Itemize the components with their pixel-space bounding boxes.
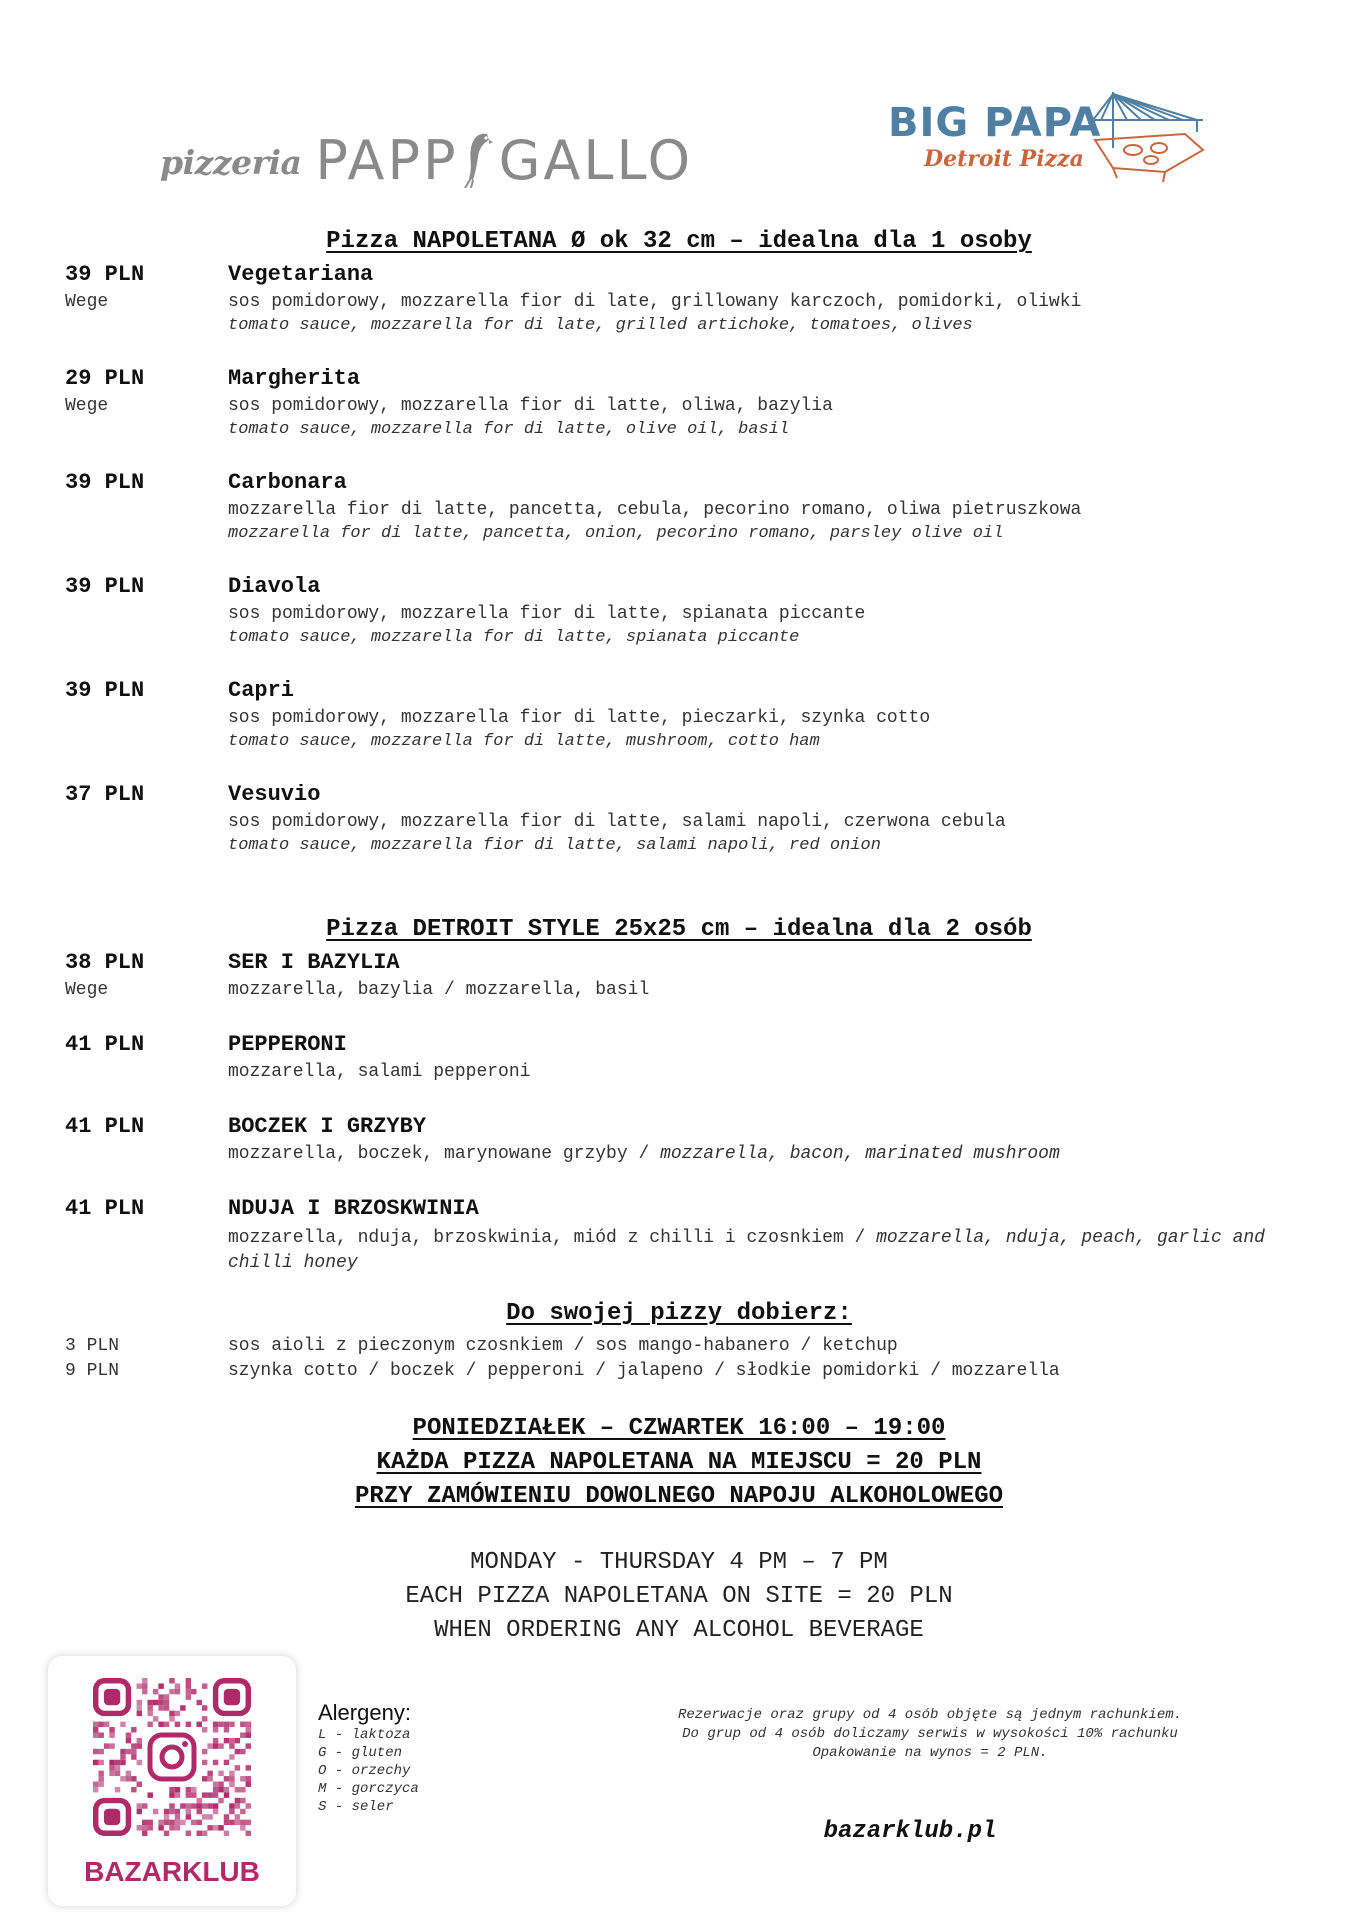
item-name: Diavola [228, 574, 321, 599]
item-description-en: tomato sauce, mozzarella for di late, grilled artichoke, tomatoes, olives [228, 316, 973, 335]
qr-code-icon [93, 1678, 251, 1836]
item-description-pl: mozzarella, boczek, marynowane grzyby / [228, 1144, 661, 1164]
item-name: Vesuvio [228, 782, 321, 807]
item-description-pl: sos pomidorowy, mozzarella fior di latte, salami napoli, czerwona cebula [228, 812, 1006, 832]
item-name: PEPPERONI [228, 1032, 347, 1057]
item-description-en: tomato sauce, mozzarella fior di latte, salami napoli, red onion [228, 836, 881, 855]
pappagallo-logo [160, 118, 694, 192]
website-link[interactable]: bazarklub.pl [823, 1818, 997, 1845]
allergen-item: G - gluten [318, 1745, 403, 1761]
napoletana-heading: Pizza NAPOLETANA Ø ok 32 cm – idealna dla 1 osoby [326, 228, 1032, 255]
instagram-qr-card[interactable] [48, 1656, 296, 1906]
bigpapa-title: BIG PAPA [888, 100, 1102, 146]
promo-english [0, 1546, 1358, 1648]
item-description-en: tomato sauce, mozzarella for di latte, spianata piccante [228, 628, 800, 647]
reservation-notes [650, 1706, 1210, 1763]
item-price: 39 PLN [65, 678, 145, 703]
note-line: Do grup od 4 osób doliczamy serwis w wysokości 10% rachunku [682, 1726, 1178, 1742]
item-tag: Wege [65, 292, 109, 312]
promo-line: PONIEDZIAŁEK – CZWARTEK 16:00 – 19:00 [412, 1415, 946, 1442]
allergen-item: S - seler [318, 1799, 394, 1815]
item-name: Carbonara [228, 470, 347, 495]
item-description-en: mozzarella, nduja, peach, garlic and chilli honey [228, 1228, 1265, 1273]
promo-line: KAŻDA PIZZA NAPOLETANA NA MIEJSCU = 20 PLN [376, 1449, 982, 1476]
item-description-pl: sos pomidorowy, mozzarella fior di latte, pieczarki, szynka cotto [228, 708, 931, 728]
note-line: Opakowanie na wynos = 2 PLN. [812, 1745, 1048, 1761]
extra-price: 3 PLN [65, 1336, 120, 1356]
item-name: BOCZEK I GRZYBY [228, 1114, 427, 1139]
extras-heading: Do swojej pizzy dobierz: [506, 1300, 852, 1327]
item-description-en: mozzarella, bacon, marinated mushroom [660, 1144, 1060, 1164]
qr-label: BAZARKLUB [84, 1856, 260, 1887]
bigpapa-logo [888, 88, 1228, 198]
item-name: Margherita [228, 366, 361, 391]
bridge-pizza-icon [1093, 88, 1228, 193]
item-description [228, 1144, 1060, 1164]
item-price: 41 PLN [65, 1196, 145, 1221]
detroit-heading: Pizza DETROIT STYLE 25x25 cm – idealna dla 2 osób [326, 916, 1032, 943]
allergen-item: L - laktoza [318, 1727, 411, 1743]
pappagallo-name-a: PAPP [315, 129, 459, 192]
promo-line: WHEN ORDERING ANY ALCOHOL BEVERAGE [434, 1617, 924, 1644]
item-name: SER I BAZYLIA [228, 950, 400, 975]
item-description-en: mozzarella for di latte, pancetta, onion, pecorino romano, parsley olive oil [228, 524, 1004, 543]
item-description: mozzarella, salami pepperoni [228, 1062, 531, 1082]
item-description [228, 1226, 1308, 1276]
bigpapa-subtitle: Detroit Pizza [924, 146, 1084, 172]
item-description-pl: sos pomidorowy, mozzarella fior di latte, spianata piccante [228, 604, 866, 624]
item-description-en: tomato sauce, mozzarella for di latte, mushroom, cotto ham [228, 732, 820, 751]
item-description: mozzarella, bazylia / mozzarella, basil [228, 980, 650, 1000]
extra-options: szynka cotto / boczek / pepperoni / jalapeno / słodkie pomidorki / mozzarella [228, 1361, 1060, 1381]
promo-line: PRZY ZAMÓWIENIU DOWOLNEGO NAPOJU ALKOHOLOWEGO [354, 1483, 1004, 1510]
parrot-icon [459, 128, 499, 188]
item-price: 41 PLN [65, 1032, 145, 1057]
item-price: 39 PLN [65, 262, 145, 287]
item-name: NDUJA I BRZOSKWINIA [228, 1196, 479, 1221]
item-price: 41 PLN [65, 1114, 145, 1139]
allergens-list [318, 1726, 419, 1816]
item-name: Capri [228, 678, 295, 703]
item-description-en: tomato sauce, mozzarella for di latte, olive oil, basil [228, 420, 790, 439]
item-description-pl: mozzarella fior di latte, pancetta, cebula, pecorino romano, oliwa pietruszkowa [228, 500, 1082, 520]
extra-options: sos aioli z pieczonym czosnkiem / sos mango-habanero / ketchup [228, 1336, 898, 1356]
allergen-item: M - gorczyca [318, 1781, 419, 1797]
item-tag: Wege [65, 980, 109, 1000]
item-price: 39 PLN [65, 470, 145, 495]
promo-line: MONDAY - THURSDAY 4 PM – 7 PM [470, 1549, 888, 1576]
item-price: 37 PLN [65, 782, 145, 807]
item-price: 39 PLN [65, 574, 145, 599]
allergens-title: Alergeny: [318, 1700, 411, 1725]
promo-polish [0, 1412, 1358, 1514]
item-description-pl: mozzarella, nduja, brzoskwinia, miód z chilli i czosnkiem / [228, 1228, 877, 1248]
pappagallo-name-b: GALLO [498, 129, 694, 192]
item-price: 38 PLN [65, 950, 145, 975]
item-price: 29 PLN [65, 366, 145, 391]
note-line: Rezerwacje oraz grupy od 4 osób objęte są jednym rachunkiem. [677, 1707, 1183, 1723]
item-name: Vegetariana [228, 262, 374, 287]
pappagallo-prefix: pizzeria [160, 143, 302, 182]
allergen-item: O - orzechy [318, 1763, 411, 1779]
extra-price: 9 PLN [65, 1361, 120, 1381]
item-description-pl: sos pomidorowy, mozzarella fior di late, grillowany karczoch, pomidorki, oliwki [228, 292, 1082, 312]
item-description-pl: sos pomidorowy, mozzarella fior di latte, oliwa, bazylia [228, 396, 833, 416]
item-tag: Wege [65, 396, 109, 416]
promo-line: EACH PIZZA NAPOLETANA ON SITE = 20 PLN [405, 1583, 953, 1610]
